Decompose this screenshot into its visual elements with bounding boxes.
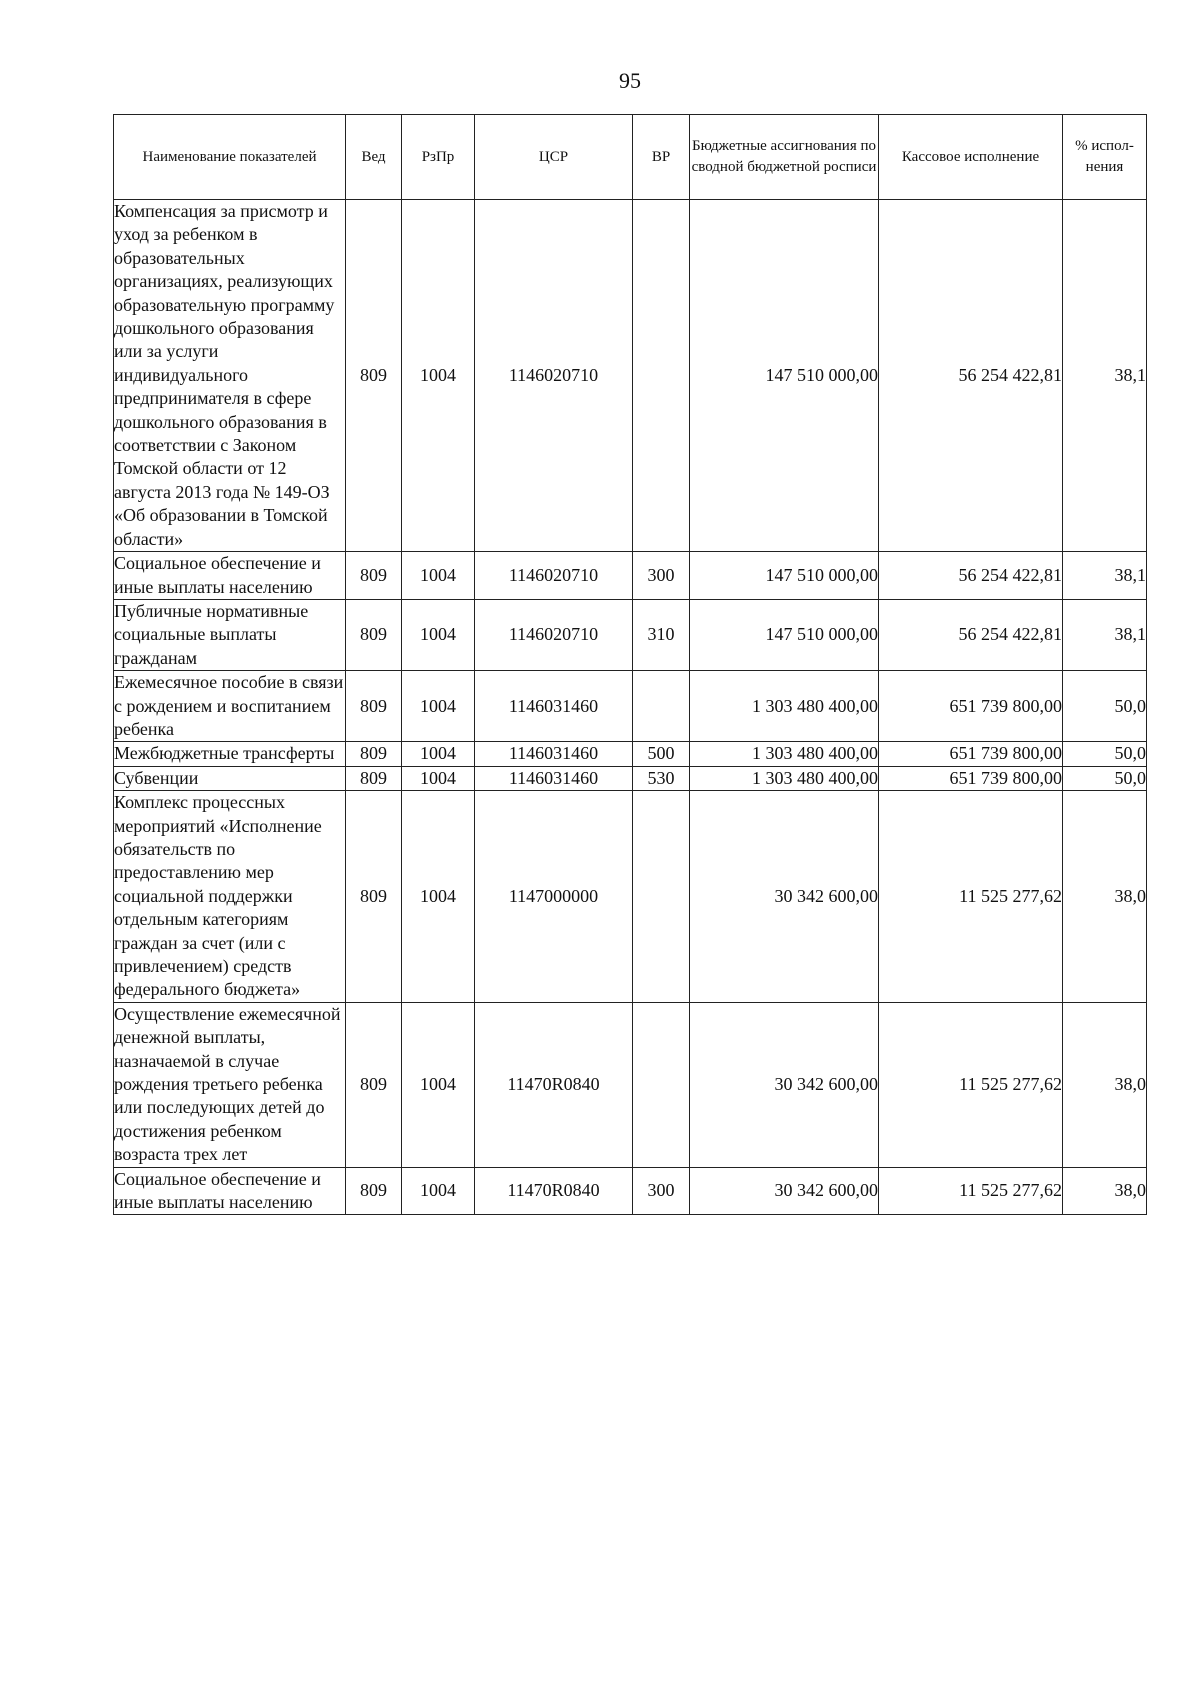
row-vr: 310 [633, 599, 690, 670]
row-cash: 56 254 422,81 [879, 552, 1063, 600]
row-percent: 38,1 [1063, 599, 1147, 670]
table-header [114, 115, 1147, 200]
row-cash: 11 525 277,62 [879, 1167, 1063, 1215]
row-name: Субвенции [114, 766, 346, 790]
table-row [114, 200, 1147, 552]
row-cash: 11 525 277,62 [879, 1002, 1063, 1167]
row-rzpr: 1004 [402, 599, 475, 670]
page-number: 95 [619, 68, 641, 93]
header-row [114, 115, 1147, 200]
row-rzpr: 1004 [402, 742, 475, 766]
row-ved: 809 [346, 671, 402, 742]
row-vr [633, 200, 690, 552]
table-row [114, 1167, 1147, 1215]
row-budget: 147 510 000,00 [690, 552, 879, 600]
row-ved: 809 [346, 200, 402, 552]
row-percent: 50,0 [1063, 742, 1147, 766]
row-percent: 50,0 [1063, 671, 1147, 742]
row-vr: 530 [633, 766, 690, 790]
row-csr: 1146031460 [475, 742, 633, 766]
row-csr: 1146020710 [475, 599, 633, 670]
row-rzpr: 1004 [402, 200, 475, 552]
row-cash: 651 739 800,00 [879, 671, 1063, 742]
row-budget: 1 303 480 400,00 [690, 671, 879, 742]
row-rzpr: 1004 [402, 1002, 475, 1167]
row-vr: 300 [633, 1167, 690, 1215]
row-ved: 809 [346, 742, 402, 766]
row-csr: 1147000000 [475, 791, 633, 1003]
table-row [114, 742, 1147, 766]
row-cash: 651 739 800,00 [879, 742, 1063, 766]
table-row [114, 671, 1147, 742]
row-budget: 1 303 480 400,00 [690, 742, 879, 766]
header-rzpr: РзПр [402, 115, 475, 200]
table-row [114, 599, 1147, 670]
row-cash: 651 739 800,00 [879, 766, 1063, 790]
table-row [114, 552, 1147, 600]
row-percent: 38,1 [1063, 200, 1147, 552]
row-name: Межбюджетные трансферты [114, 742, 346, 766]
table-row [114, 766, 1147, 790]
header-csr: ЦСР [475, 115, 633, 200]
header-budget: Бюджетные ассигнования по сводной бюджетной росписи [690, 115, 879, 200]
row-budget: 147 510 000,00 [690, 200, 879, 552]
row-cash: 56 254 422,81 [879, 599, 1063, 670]
row-rzpr: 1004 [402, 1167, 475, 1215]
row-csr: 11470R0840 [475, 1002, 633, 1167]
row-percent: 38,0 [1063, 1167, 1147, 1215]
row-csr: 1146020710 [475, 200, 633, 552]
row-percent: 38,0 [1063, 1002, 1147, 1167]
row-vr: 500 [633, 742, 690, 766]
row-name: Социальное обеспечение и иные выплаты населению [114, 1167, 346, 1215]
row-vr [633, 671, 690, 742]
row-percent: 50,0 [1063, 766, 1147, 790]
row-rzpr: 1004 [402, 766, 475, 790]
row-percent: 38,1 [1063, 552, 1147, 600]
row-csr: 11470R0840 [475, 1167, 633, 1215]
row-cash: 11 525 277,62 [879, 791, 1063, 1003]
row-ved: 809 [346, 791, 402, 1003]
row-budget: 1 303 480 400,00 [690, 766, 879, 790]
row-budget: 30 342 600,00 [690, 1002, 879, 1167]
header-cash: Кассовое исполнение [879, 115, 1063, 200]
header-vr: ВР [633, 115, 690, 200]
row-name: Ежемесячное пособие в связи с рождением и воспитанием ребенка [114, 671, 346, 742]
table-body [114, 200, 1147, 1215]
row-vr [633, 1002, 690, 1167]
row-rzpr: 1004 [402, 791, 475, 1003]
row-budget: 30 342 600,00 [690, 791, 879, 1003]
row-budget: 147 510 000,00 [690, 599, 879, 670]
budget-table [113, 114, 1147, 1215]
row-vr [633, 791, 690, 1003]
table-row [114, 791, 1147, 1003]
row-name: Комплекс процессных мероприятий «Исполнение обязательств по предоставлению мер социальной поддержки отдельным категориям граждан за счет (или с привлечением) средств федерального бюджета» [114, 791, 346, 1003]
row-name: Осуществление ежемесячной денежной выплаты, назначаемой в случае рождения третьего ребенка или последующих детей до достижения ребенком возраста трех лет [114, 1002, 346, 1167]
row-ved: 809 [346, 1167, 402, 1215]
row-csr: 1146020710 [475, 552, 633, 600]
header-percent: % испол- нения [1063, 115, 1147, 200]
row-name: Социальное обеспечение и иные выплаты населению [114, 552, 346, 600]
table-row [114, 1002, 1147, 1167]
header-name: Наименование показателей [114, 115, 346, 200]
row-cash: 56 254 422,81 [879, 200, 1063, 552]
row-rzpr: 1004 [402, 552, 475, 600]
row-percent: 38,0 [1063, 791, 1147, 1003]
row-name: Публичные нормативные социальные выплаты гражданам [114, 599, 346, 670]
row-name: Компенсация за присмотр и уход за ребенком в образовательных организациях, реализующих образовательную программу дошкольного образования или за услуги индивидуального предпринимателя в сфере дошкольного образования в соответствии с Законом Томской области от 12 августа 2013 года № 149-ОЗ «Об образовании в Томской области» [114, 200, 346, 552]
row-ved: 809 [346, 766, 402, 790]
header-ved: Вед [346, 115, 402, 200]
row-budget: 30 342 600,00 [690, 1167, 879, 1215]
row-vr: 300 [633, 552, 690, 600]
row-rzpr: 1004 [402, 671, 475, 742]
row-ved: 809 [346, 1002, 402, 1167]
row-csr: 1146031460 [475, 766, 633, 790]
row-ved: 809 [346, 552, 402, 600]
row-ved: 809 [346, 599, 402, 670]
row-csr: 1146031460 [475, 671, 633, 742]
